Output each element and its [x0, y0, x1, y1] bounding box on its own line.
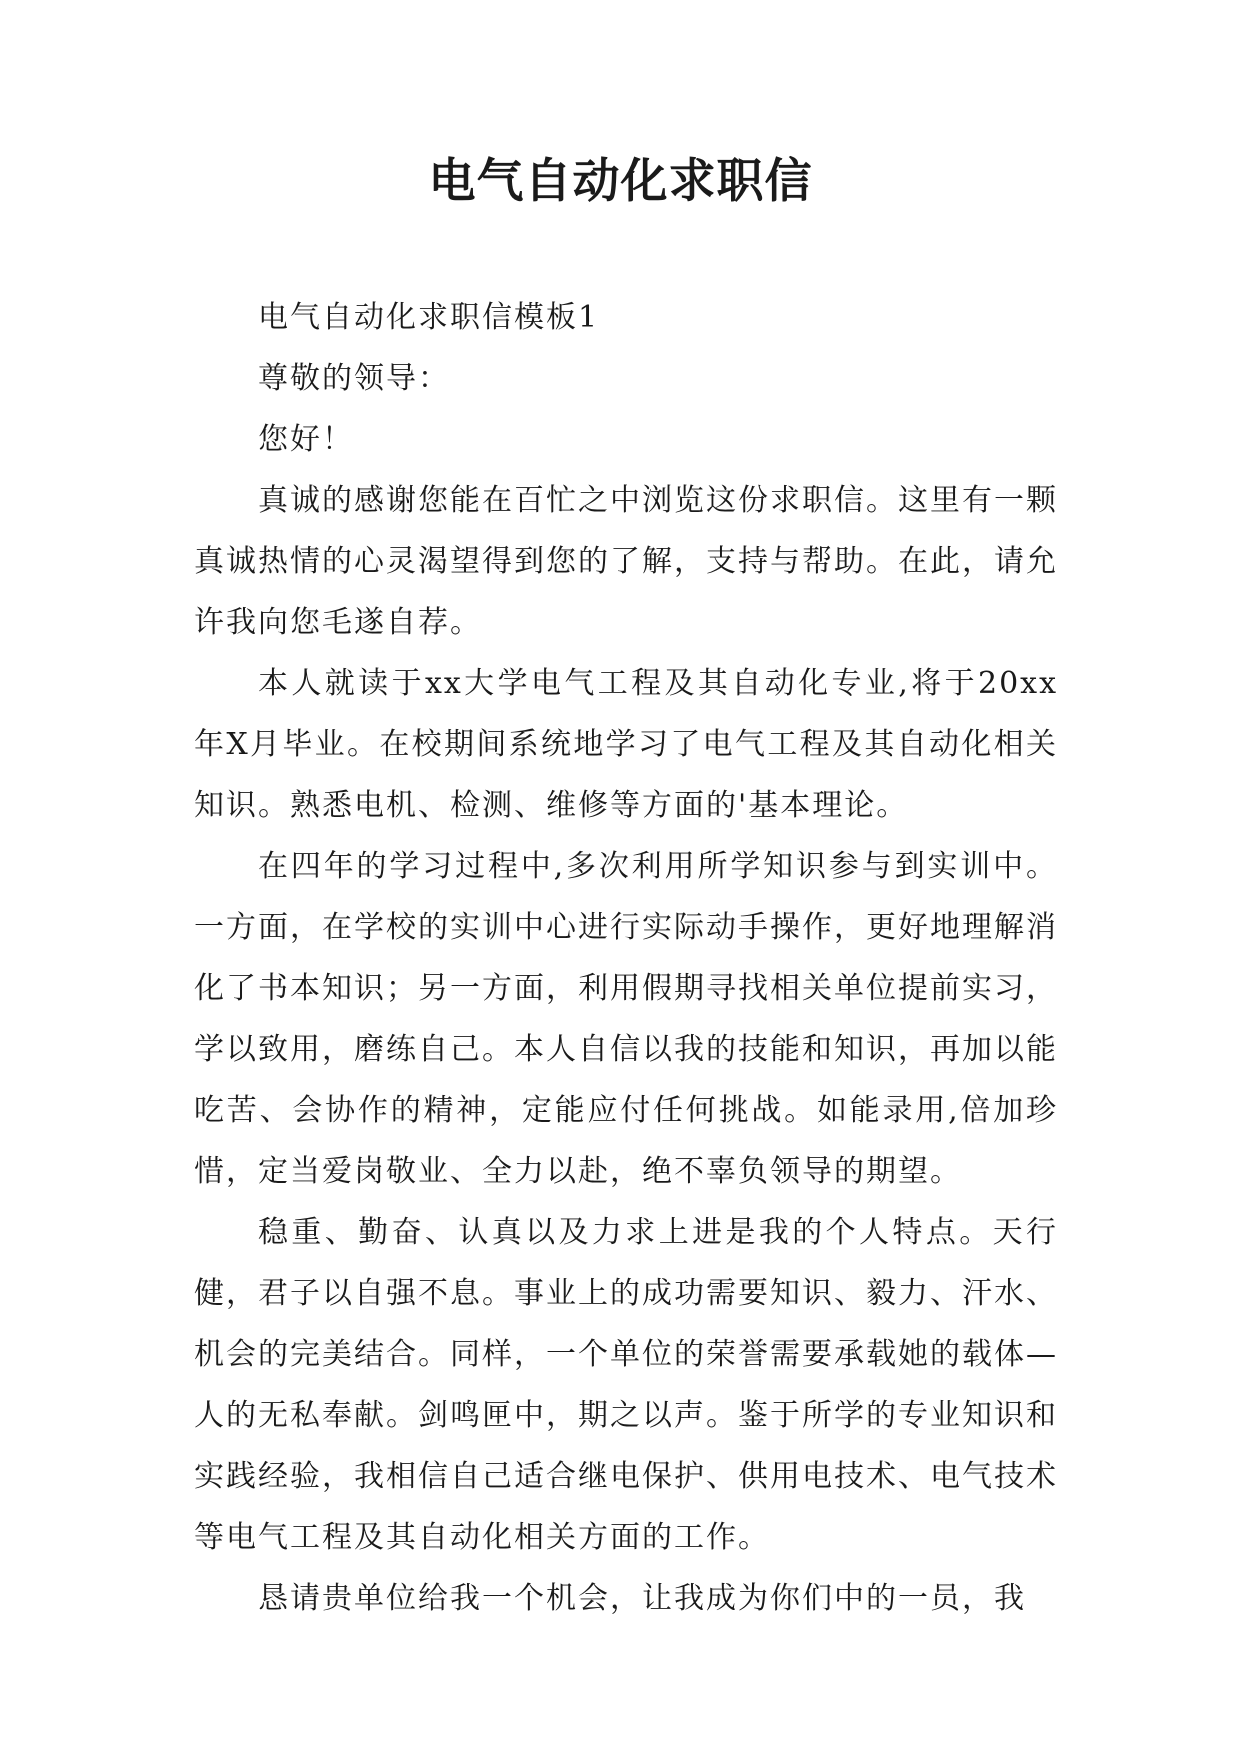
paragraph-request: 恳请贵单位给我一个机会，让我成为你们中的一员，我: [258, 1581, 1026, 1616]
paragraph-introduction: 真诚的感谢您能在百忙之中浏览这份求职信。这里有一颗真诚热情的心灵渴望得到您的了解，支持与帮助。在此，请允许我向您毛遂自荐。: [194, 483, 1058, 640]
paragraph-personal-traits: 稳重、勤奋、认真以及力求上进是我的个人特点。天行健，君子以自强不息。事业上的成功需要知识、毅力、汗水、机会的完美结合。同样，一个单位的荣誉需要承载她的载体—人的无私奉献。剑鸣匣中，期之以声。鉴于所学的专业知识和实践经验，我相信自己适合继电保护、供用电技术、电气技术等电气工程及其自动化相关方面的工作。: [194, 1215, 1058, 1555]
paragraph-salutation: 尊敬的领导：: [258, 361, 450, 396]
document-body: [194, 287, 1058, 1629]
paragraph-greeting: 您好！: [258, 422, 354, 457]
document-title: 电气自动化求职信: [428, 154, 813, 209]
paragraph-template-heading: 电气自动化求职信模板1: [258, 300, 600, 335]
paragraph-education: 本人就读于xx大学电气工程及其自动化专业,将于20xx年X月毕业。在校期间系统地学习了电气工程及其自动化相关知识。熟悉电机、检测、维修等方面的'基本理论。: [194, 666, 1058, 823]
paragraph-practice: 在四年的学习过程中,多次利用所学知识参与到实训中。一方面，在学校的实训中心进行实际动手操作，更好地理解消化了书本知识；另一方面，利用假期寻找相关单位提前实习，学以致用，磨练自己。本人自信以我的技能和知识，再加以能吃苦、会协作的精神，定能应付任何挑战。如能录用,倍加珍惜，定当爱岗敬业、全力以赴，绝不辜负领导的期望。: [194, 849, 1058, 1189]
